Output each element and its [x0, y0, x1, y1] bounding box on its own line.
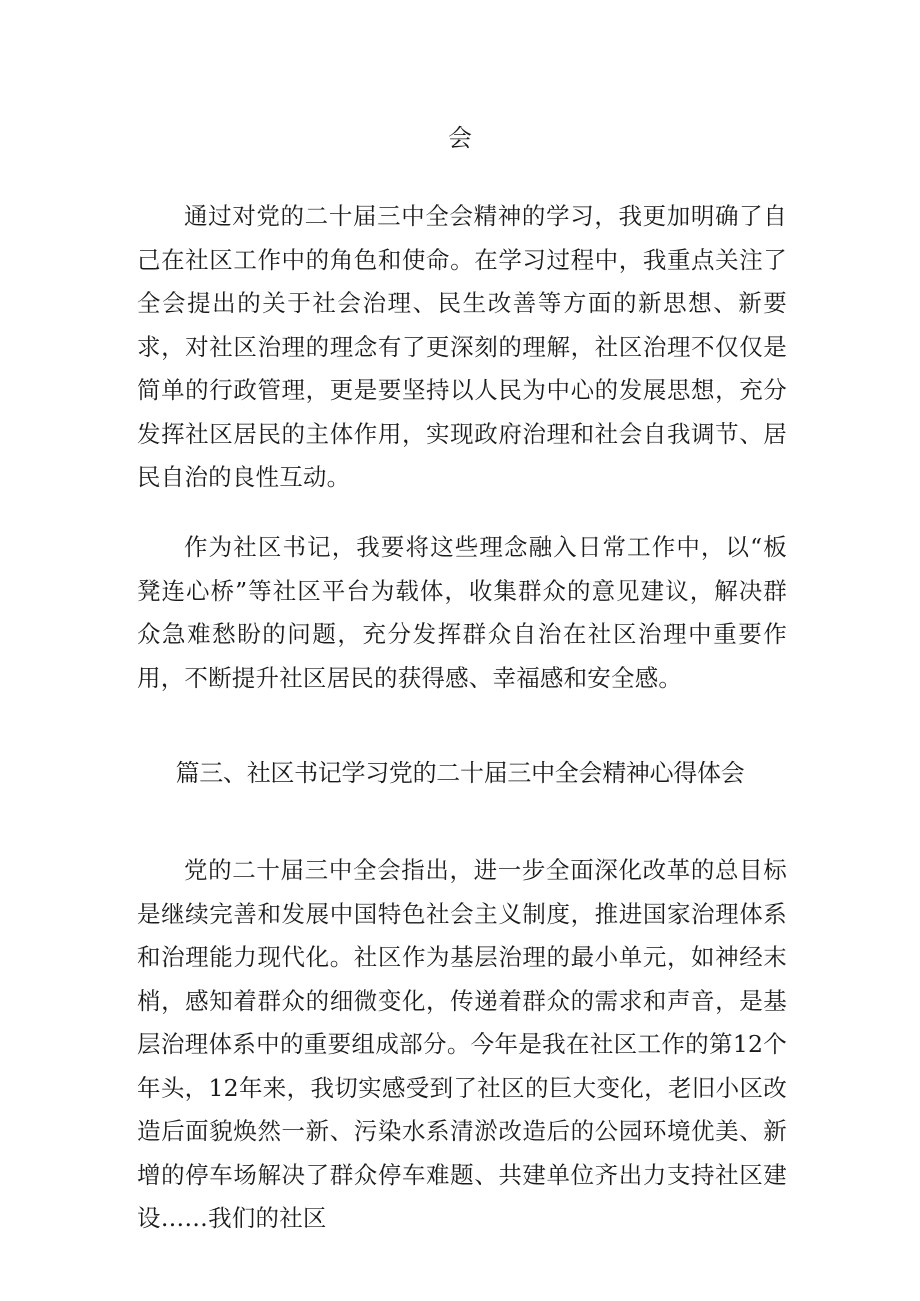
body-paragraph-3: 党的二十届三中全会指出，进一步全面深化改革的总目标是继续完善和发展中国特色社会主义制度，推进国家治理体系和治理能力现代化。社区作为基层治理的最小单元，如神经末梢，感知着群众的细微变化，传递着群众的需求和声音，是基层治理体系中的重要组成部分。今年是我在社区工作的第12个年头，12年来，我切实感受到了社区的巨大变化，老旧小区改造后面貌焕然一新、污染水系清淤改造后的公园环境优美、新增的停车场解决了群众停车难题、共建单位齐出力支持社区建设……我们的社区: [137, 856, 787, 1232]
body-paragraph-2: 作为社区书记，我要将这些理念融入日常工作中，以“板凳连心桥”等社区平台为载体，收集群众的意见建议，解决群众急难愁盼的问题，充分发挥群众自治在社区治理中重要作用，不断提升社区居民的获得感、幸福感和安全感。: [137, 533, 787, 692]
body-paragraph-1: 通过对党的二十届三中全会精神的学习，我更加明确了自己在社区工作中的角色和使命。在学习过程中，我重点关注了全会提出的关于社会治理、民生改善等方面的新思想、新要求，对社区治理的理念有了更深刻的理解，社区治理不仅仅是简单的行政管理，更是要坚持以人民为中心的发展思想，充分发挥社区居民的主体作用，实现政府治理和社会自我调节、居民自治的良性互动。: [137, 202, 787, 491]
continued-title: 会: [448, 124, 472, 152]
section-heading: 篇三、社区书记学习党的二十届三中全会精神心得体会: [175, 759, 745, 787]
